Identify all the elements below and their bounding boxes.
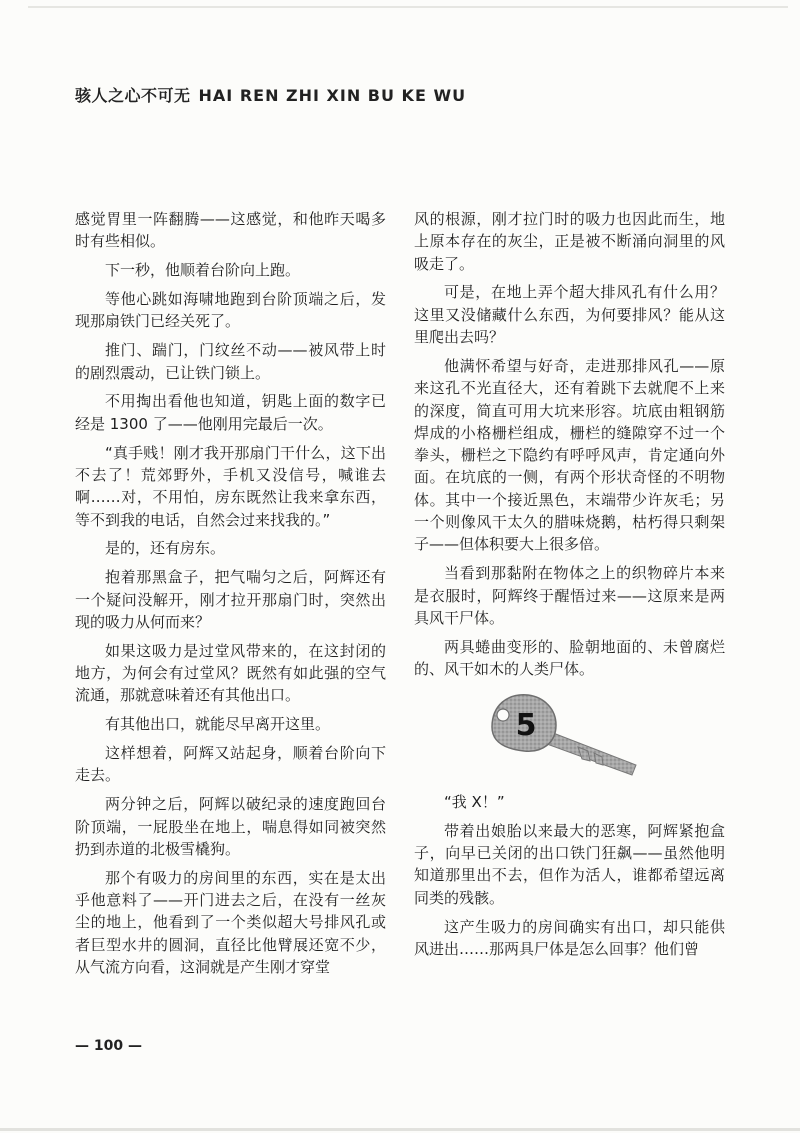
paragraph: 那个有吸力的房间里的东西，实在是太出乎他意料了——开门进去之后，在没有一丝灰尘的地上，他看到了一个类似超大号排风孔或者巨型水井的圆洞，直径比他臂展还宽不少，从气流方向看，这洞就是产生刚才穿堂 xyxy=(75,868,386,977)
paragraph: 等他心跳如海啸地跑到台阶顶端之后，发现那扇铁门已经关死了。 xyxy=(75,290,386,331)
paragraph: 当看到那黏附在物体之上的织物碎片本来是衣服时，阿辉终于醒悟过来——这原来是两具风干尸体。 xyxy=(414,564,725,627)
paragraph: 两分钟之后，阿辉以破纪录的速度跑回台阶顶端，一屁股坐在地上，喘息得如同被突然扔到赤道的北极雪橇狗。 xyxy=(75,795,386,858)
page-number: — 100 — xyxy=(75,1038,142,1054)
key-icon xyxy=(486,687,656,783)
paragraph: “我 X！” xyxy=(444,792,505,811)
paragraph: 推门、踹门，门纹丝不动——被风带上时的剧烈震动，已让铁门锁上。 xyxy=(75,341,386,382)
paragraph: 风的根源，刚才拉门时的吸力也因此而生，地上原本存在的灰尘，正是被不断涌向洞里的风吸走了。 xyxy=(414,210,725,273)
paragraph: 可是，在地上弄个超大排风孔有什么用？这里又没储藏什么东西，为何要排风？能从这里爬出去吗？ xyxy=(414,283,725,347)
paragraph: 是的，还有房东。 xyxy=(105,539,226,558)
paragraph: 带着出娘胎以来最大的恶寒，阿辉紧抱盒子，向早已关闭的出口铁门狂飙——虽然他明知道那里出不去，但作为活人，谁都希望远离同类的残骸。 xyxy=(414,821,725,907)
paragraph: 如果这吸力是过堂风带来的，在这封闭的地方，为何会有过堂风？既然有如此强的空气流通，那就意味着还有其他出口。 xyxy=(75,641,386,705)
running-header xyxy=(75,83,466,106)
header-title-pinyin: HAI REN ZHI XIN BU KE WU xyxy=(198,86,467,105)
header-title-chinese: 骇人之心不可无 xyxy=(75,86,191,105)
top-edge-line xyxy=(28,6,788,8)
paragraph: 抱着那黑盒子，把气喘匀之后，阿辉还有一个疑问没解开，刚才拉开那扇门时，突然出现的吸力从何而来？ xyxy=(75,568,386,631)
paragraph: “真手贱！刚才我开那扇门干什么，这下出不去了！荒郊野外，手机又没信号，喊谁去啊……对，不用怕，房东既然让我来拿东西，等不到我的电话，自然会过来找我的。” xyxy=(75,443,386,529)
paragraph: 下一秒，他顺着台阶向上跑。 xyxy=(105,261,301,280)
paragraph: 感觉胃里一阵翻腾——这感觉，和他昨天喝多时有些相似。 xyxy=(75,210,386,251)
section-number: 5 xyxy=(515,707,537,743)
paragraph: 他满怀希望与好奇，走进那排风孔——原来这孔不光直径大，还有着跳下去就爬不上来的深度，简直可用大坑来形容。坑底由粗钢筋焊成的小格栅栏组成，栅栏的缝隙穿不过一个拳头，栅栏之下隐约有呼呼风声，肯定通向外面。在坑底的一侧，有两个形状奇怪的不明物体。其中一个接近黑色，末端带少许灰毛；另一个则像风干太久的腊味烧鹅，枯朽得只剩架子——但体积要大上很多倍。 xyxy=(414,356,725,554)
section-divider xyxy=(414,687,725,785)
left-text-column xyxy=(75,208,386,985)
bottom-edge-line xyxy=(0,1128,800,1131)
right-text-column xyxy=(414,208,725,967)
paragraph: 有其他出口，就能尽早离开这里。 xyxy=(105,715,331,734)
paragraph: 这样想着，阿辉又站起身，顺着台阶向下走去。 xyxy=(75,744,386,785)
paragraph: 不用掏出看他也知道，钥匙上面的数字已经是 1300 了——他刚用完最后一次。 xyxy=(75,392,386,433)
paragraph: 两具蜷曲变形的、脸朝地面的、未曾腐烂的、风干如木的人类尸体。 xyxy=(414,637,725,679)
paragraph: 这产生吸力的房间确实有出口，却只能供风进出……那两具尸体是怎么回事？他们曾 xyxy=(414,917,725,958)
